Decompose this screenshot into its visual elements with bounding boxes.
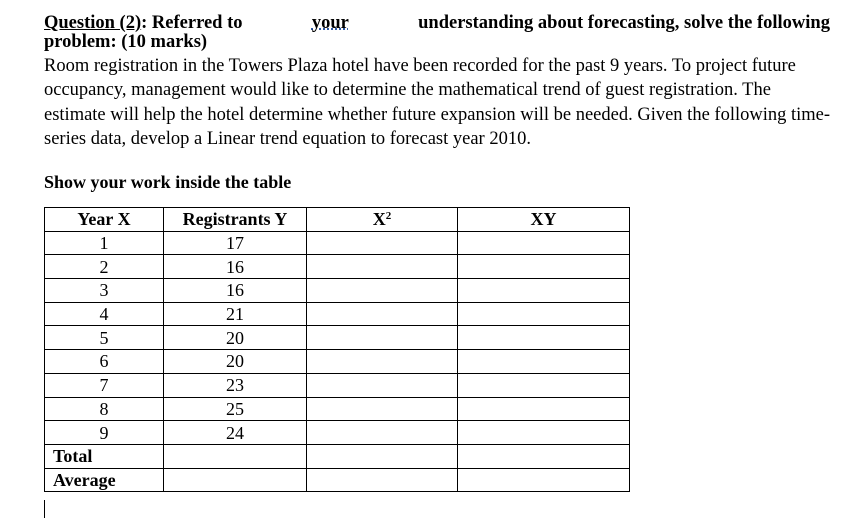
cell-xy[interactable] [458,397,630,421]
cell-year: 1 [45,231,164,255]
cell-registrants: 16 [164,279,307,303]
header-x-squared-exp: 2 [385,210,392,223]
cell-xy[interactable] [458,231,630,255]
table-row [45,326,630,350]
cell-x-squared[interactable] [307,397,458,421]
question-body: Room registration in the Towers Plaza hotel have been recorded for the past 9 years. To project future occupancy, management would like to determine the mathematical trend of guest registration. The estimate will help the hotel determine whether future expansion will be needed. Given the following time-series data, develop a Linear trend equation to forecast year 2010. [44,56,831,149]
total-registrants[interactable] [164,444,307,468]
cell-year: 9 [45,421,164,445]
total-x-squared[interactable] [307,444,458,468]
cell-year: 7 [45,373,164,397]
average-xy[interactable] [458,468,630,492]
table-row [45,255,630,279]
total-xy[interactable] [458,444,630,468]
average-x-squared[interactable] [307,468,458,492]
question-intro-c: understanding about forecasting, solve the following [418,13,830,33]
header-year: Year X [45,208,164,232]
question-heading-line2: problem: (10 marks) [44,32,208,52]
question-heading-left [44,14,242,33]
cell-year: 6 [45,350,164,374]
table-row [45,279,630,303]
cell-xy[interactable] [458,255,630,279]
cell-xy[interactable] [458,326,630,350]
cell-xy[interactable] [458,373,630,397]
question-intro-a: : Referred to [141,13,243,33]
cell-year: 3 [45,279,164,303]
cell-registrants: 25 [164,397,307,421]
cell-registrants: 20 [164,350,307,374]
header-x-squared-base: X [372,209,386,230]
total-row [45,444,630,468]
average-registrants[interactable] [164,468,307,492]
cell-registrants: 24 [164,421,307,445]
cell-year: 8 [45,397,164,421]
cell-year: 5 [45,326,164,350]
table-row [45,421,630,445]
average-row [45,468,630,492]
table-row [45,231,630,255]
cell-x-squared[interactable] [307,421,458,445]
cell-xy[interactable] [458,302,630,326]
cell-registrants: 17 [164,231,307,255]
question-intro-your: your [311,13,349,33]
cell-x-squared[interactable] [307,231,458,255]
cell-x-squared[interactable] [307,255,458,279]
work-table [44,207,630,492]
text-cursor[interactable] [44,500,45,518]
total-label: Total [45,444,164,468]
cell-x-squared[interactable] [307,373,458,397]
table-header-row [45,208,630,232]
cell-year: 4 [45,302,164,326]
cell-registrants: 21 [164,302,307,326]
instruction-text: Show your work inside the table [44,172,292,192]
header-xy: XY [458,208,630,232]
cell-xy[interactable] [458,421,630,445]
cell-registrants: 20 [164,326,307,350]
cell-x-squared[interactable] [307,279,458,303]
cell-year: 2 [45,255,164,279]
cell-x-squared[interactable] [307,326,458,350]
average-label: Average [45,468,164,492]
header-registrants: Registrants Y [164,208,307,232]
table-row [45,302,630,326]
question-heading [44,14,830,33]
table-row [45,397,630,421]
table-row [45,373,630,397]
cell-xy[interactable] [458,350,630,374]
question-block [44,14,830,151]
header-x-squared [307,208,458,232]
table-row [45,350,630,374]
cell-registrants: 23 [164,373,307,397]
cell-xy[interactable] [458,279,630,303]
cell-x-squared[interactable] [307,302,458,326]
question-number: Question (2) [44,13,142,33]
cell-registrants: 16 [164,255,307,279]
cell-x-squared[interactable] [307,350,458,374]
